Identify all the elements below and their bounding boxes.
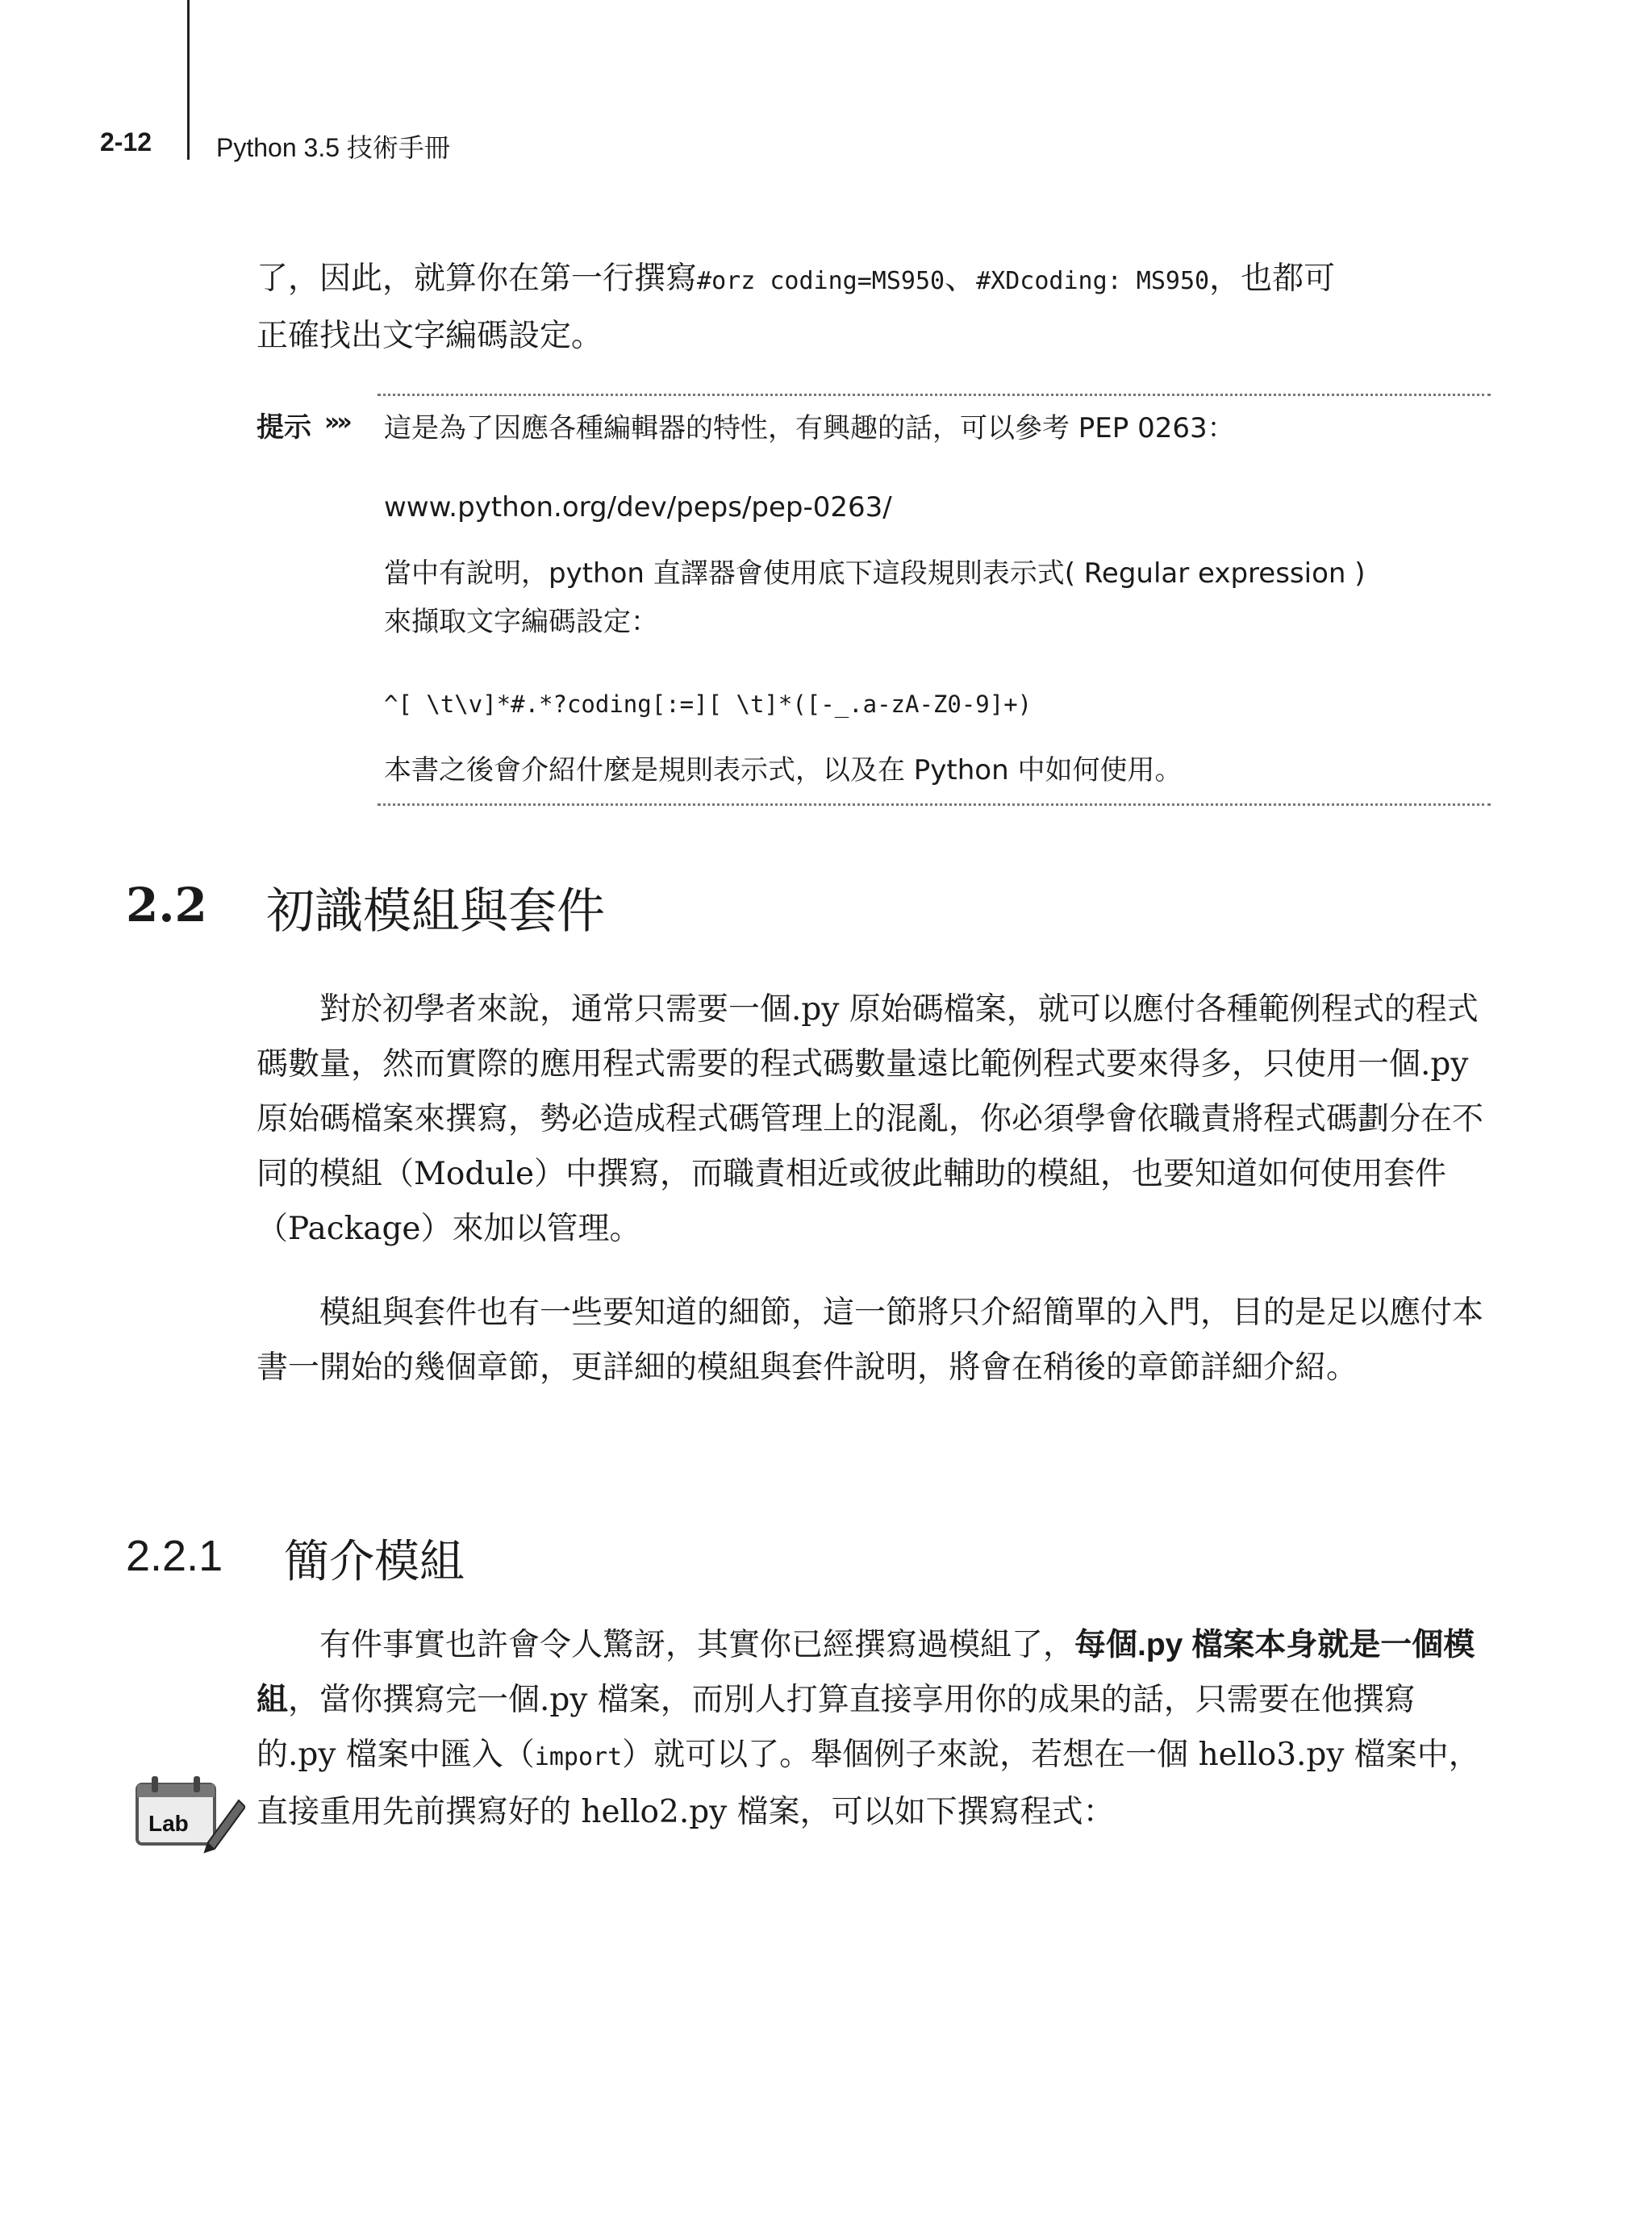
import-keyword: import (534, 1743, 623, 1771)
header-vertical-rule (187, 0, 190, 160)
tip-line-4: 來擷取文字編碼設定： (384, 606, 658, 638)
intro-code-2: #XDcoding: MS950 (976, 267, 1210, 295)
tip-chevron-icon: »» (324, 408, 349, 436)
book-title: Python 3.5 技術手冊 (216, 133, 450, 162)
section-paragraph-2: 模組與套件也有一些要知道的細節，這一節將只介紹簡單的入門，目的是足以應付本書一開始的幾個章節，更詳細的模組與套件說明，將會在稍後的章節詳細介紹。 (257, 1295, 1484, 1386)
key-statement: 每個.py 檔案本身就是一個模組 (257, 1628, 1475, 1717)
subsection-number: 2.2.1 (126, 1532, 223, 1580)
tip-line-3: 當中有說明，python 直譯器會使用底下這段規則表示式( Regular expression ) (384, 557, 1366, 590)
intro-code-1: #orz coding=MS950 (697, 267, 945, 295)
subsection-paragraph: 有件事實也許會令人驚訝，其實你已經撰寫過模組了，每個.py 檔案本身就是一個模組，當你撰寫完一個.py 檔案，而別人打算直接享用你的成果的話，只需要在他撰寫的.py 檔案中匯入（import）就可以了。舉個例子來說，若想在一個 hello3.py 檔案中，直接重用先前撰寫好的 hello2.py 檔案，可以如下撰寫程式： (257, 1627, 1480, 1830)
section-number: 2.2 (126, 878, 207, 932)
intro-paragraph (257, 252, 1491, 364)
tip-label: 提示 (257, 411, 311, 444)
lab-label: Lab (148, 1811, 189, 1836)
tip-bottom-divider (378, 803, 1491, 806)
section-paragraph-1: 對於初學者來說，通常只需要一個.py 原始碼檔案，就可以應付各種範例程式的程式碼數量，然而實際的應用程式需要的程式碼數量遠比範例程式要來得多，只使用一個.py 原始碼檔案來撰寫，勢必造成程式碼管理上的混亂，你必須學會依職責將程式碼劃分在不同的模組（Module）中撰寫，而職責相近或彼此輔助的模組，也要知道如何使用套件（Package）來加以管理。 (257, 991, 1484, 1247)
intro-line-1: 了，因此，就算你在第一行撰寫#orz coding=MS950、#XDcoding: MS950，也都可 (257, 261, 1336, 297)
tip-top-divider (378, 394, 1491, 396)
lab-icon (132, 1765, 245, 1862)
subsection-title: 簡介模組 (284, 1536, 465, 1588)
page-number: 2-12 (100, 127, 152, 156)
tip-regex: ^[ \t\v]*#.*?coding[:=][ \t]*([-_.a-zA-Z0-9]+) (384, 690, 1032, 718)
tip-line-1: 這是為了因應各種編輯器的特性，有興趣的話，可以參考 PEP 0263： (384, 412, 1235, 444)
section-title: 初識模組與套件 (266, 883, 605, 940)
tip-line-6: 本書之後會介紹什麼是規則表示式，以及在 Python 中如何使用。 (384, 754, 1183, 786)
tip-url: www.python.org/dev/peps/pep-0263/ (384, 491, 892, 524)
intro-line-2: 正確找出文字編碼設定。 (257, 318, 603, 354)
